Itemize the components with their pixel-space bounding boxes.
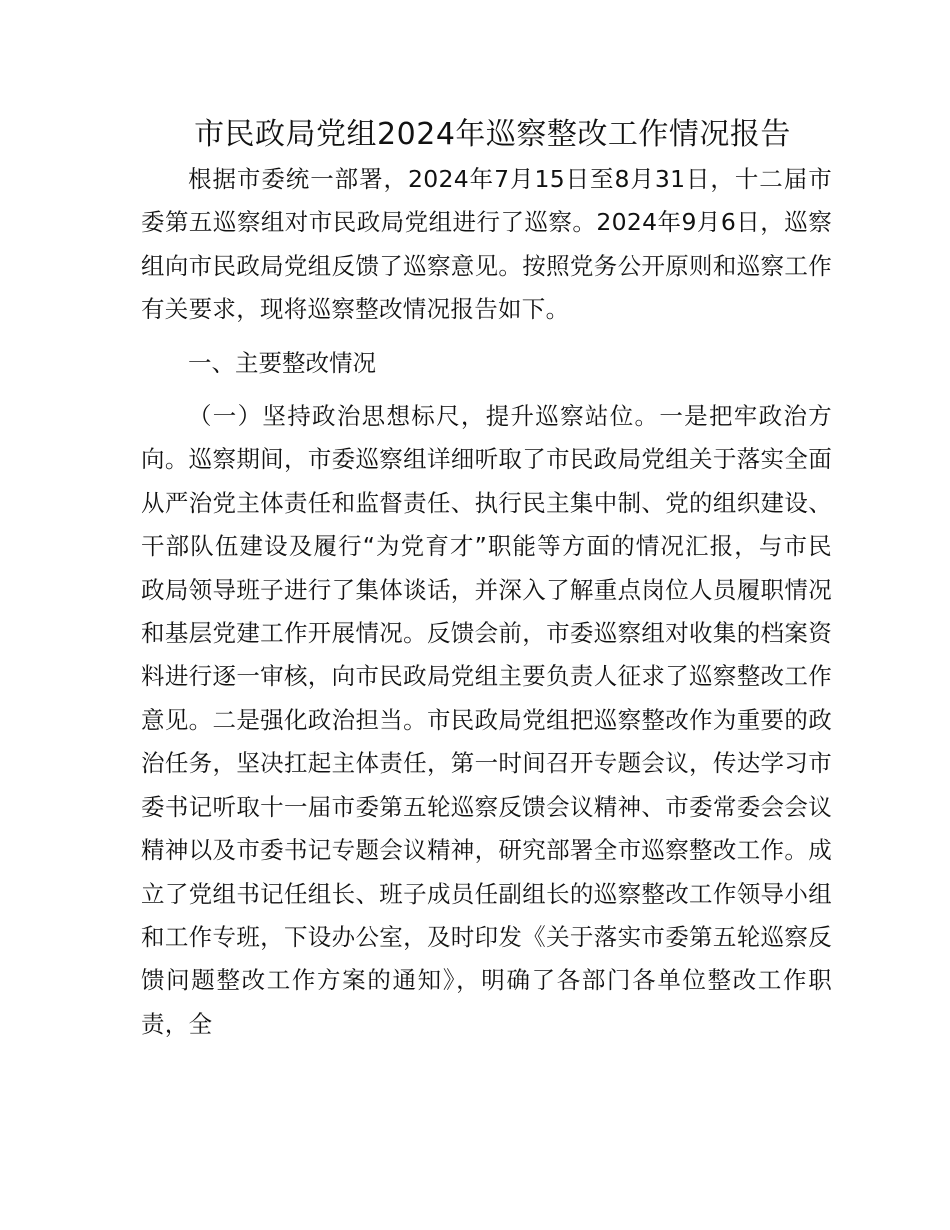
section-paragraph: （一）坚持政治思想标尺，提升巡察站位。一是把牢政治方向。巡察期间，市委巡察组详细听取了市民政局党组关于落实全面从严治党主体责任和监督责任、执行民主集中制、党的组织建设、干部队伍建设及履行“为党育才”职能等方面的情况汇报，与市民政局领导班子进行了集体谈话，并深入了解重点岗位人员履职情况和基层党建工作开展情况。反馈会前，市委巡察组对收集的档案资料进行逐一审核，向市民政局党组主要负责人征求了巡察整改工作意见。二是强化政治担当。市民政局党组把巡察整改作为重要的政治任务，坚决扛起主体责任，第一时间召开专题会议，传达学习市委书记听取十一届市委第五轮巡察反馈会议精神、市委常委会会议精神以及市委书记专题会议精神，研究部署全市巡察整改工作。成立了党组书记任组长、班子成员任副组长的巡察整改工作领导小组和工作专班，下设办公室，及时印发《关于落实市委第五轮巡察反馈问题整改工作方案的通知》，明确了各部门各单位整改工作职责，全 (141, 402, 832, 1038)
document-title: 市民政局党组2024年巡察整改工作情况报告 (194, 117, 791, 152)
intro-paragraph: 根据市委统一部署，2024年7月15日至8月31日，十二届市委第五巡察组对市民政局党组进行了巡察。2024年9月6日，巡察组向市民政局党组反馈了巡察意见。按照党务公开原则和巡察工作有关要求，现将巡察整改情况报告如下。 (141, 165, 832, 324)
section-heading: 一、主要整改情况 (188, 348, 376, 377)
